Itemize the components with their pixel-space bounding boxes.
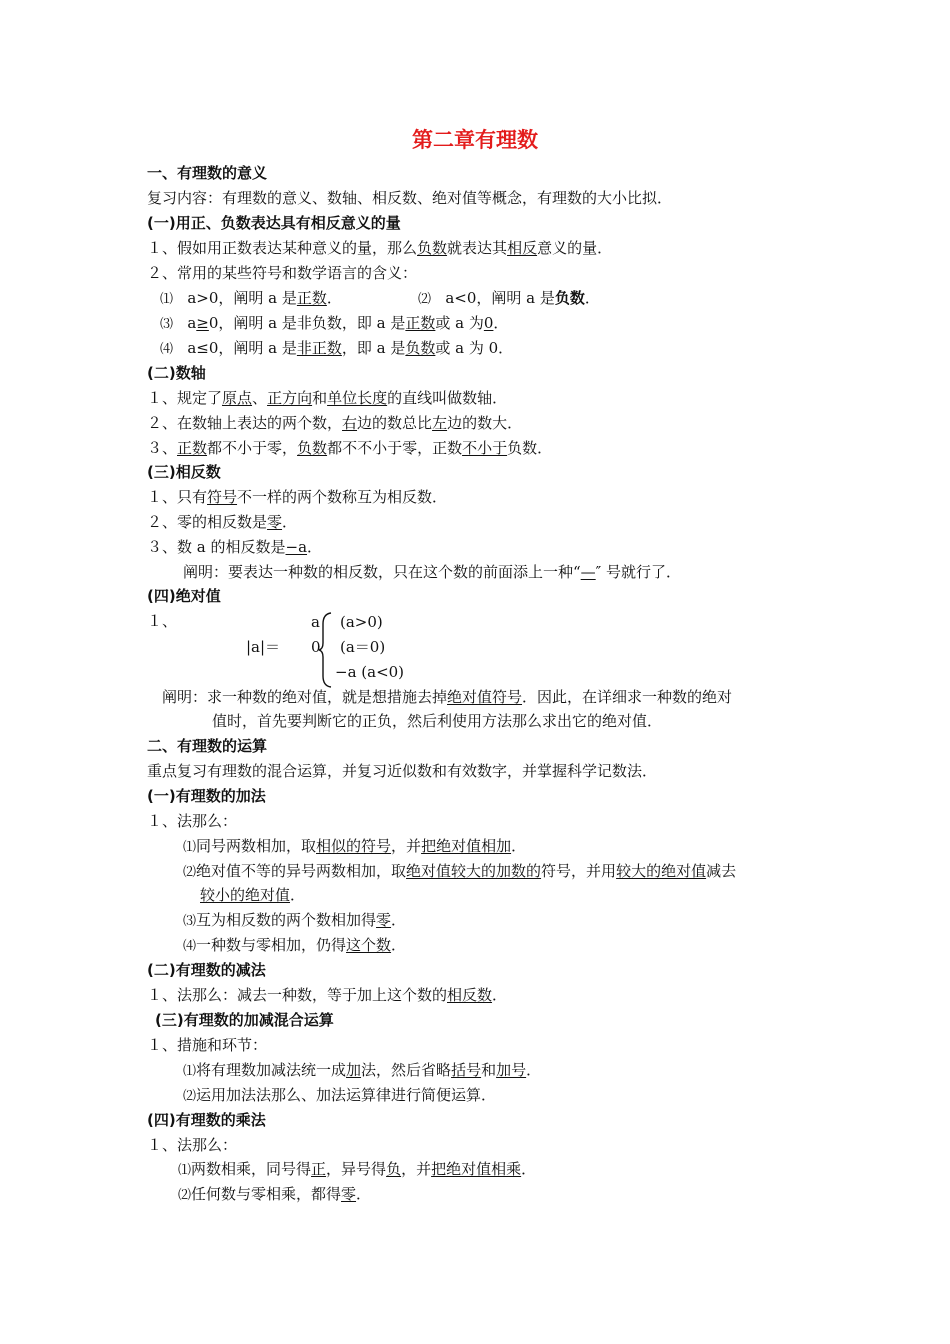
rule-item: ⑴两数相乘，同号得正，异号得负，并把绝对值相乘． xyxy=(178,1160,537,1178)
list-item: ⑵ a<0，阐明 a 是负数． xyxy=(418,289,600,307)
list-item: １、法那么：减去一种数，等于加上这个数的相反数． xyxy=(147,986,508,1004)
note: 阐明：要表达一种数的相反数，只在这个数的前面添上一种“—″ 号就行了． xyxy=(183,563,682,581)
abs-case1-condition: (a>0) xyxy=(340,613,383,631)
list-item: １、法那么： xyxy=(147,1136,238,1154)
abs-case2-value: 0 xyxy=(311,638,321,656)
subsection-heading-absolute-value: (四)绝对值 xyxy=(147,587,221,605)
list-item: １、只有符号不一样的两个数称互为相反数． xyxy=(147,488,448,506)
list-item: ２、在数轴上表达的两个数，右边的数总比左边的数大． xyxy=(147,414,523,432)
abs-case1-value: a xyxy=(311,613,320,631)
rule-item-continued: 较小的绝对值． xyxy=(200,886,306,904)
list-item: １、法那么： xyxy=(147,812,238,830)
rule-item: ⑴同号两数相加，取相似的符号，并把绝对值相加． xyxy=(183,837,527,855)
list-item: ２、零的相反数是零． xyxy=(147,513,298,531)
rule-item: ⑵任何数与零相乘，都得零． xyxy=(178,1185,372,1203)
list-item: ⑷ a≤0，阐明 a 是非正数，即 a 是负数或 a 为 0． xyxy=(160,339,514,357)
page-title: 第二章有理数 xyxy=(412,128,538,152)
abs-case3: −a (a<0) xyxy=(335,663,405,681)
subsection-heading-opposite-numbers: (三)相反数 xyxy=(147,463,221,481)
list-item: １、措施和环节： xyxy=(147,1036,268,1054)
list-item: ２、常用的某些符号和数学语言的含义： xyxy=(147,264,418,282)
rule-item: ⑵绝对值不等的异号两数相加，取绝对值较大的加数的符号，并用较大的绝对值减去 xyxy=(183,862,737,880)
list-item: ⑶ a≥0，阐明 a 是非负数，即 a 是正数或 a 为0． xyxy=(160,314,509,332)
note-continued: 值时，首先要判断它的正负，然后利使用方法那么求出它的绝对值． xyxy=(212,712,663,730)
list-item: １、规定了原点、正方向和单位长度的直线叫做数轴． xyxy=(147,389,508,407)
subsection-heading-subtraction: (二)有理数的减法 xyxy=(147,961,266,979)
subsection-heading-multiplication: (四)有理数的乘法 xyxy=(147,1111,266,1129)
list-item-number: １、 xyxy=(147,612,178,630)
section-heading-meaning: 一、有理数的意义 xyxy=(147,164,268,182)
subsection-heading-mixed: (三)有理数的加减混合运算 xyxy=(155,1011,334,1029)
list-item: １、假如用正数表达某种意义的量，那么负数就表达其相反意义的量． xyxy=(147,239,613,257)
review-content: 复习内容：有理数的意义、数轴、相反数、绝对值等概念，有理数的大小比拟． xyxy=(147,189,673,207)
rule-item: ⑶互为相反数的两个数相加得零． xyxy=(183,911,407,929)
list-item: ３、正数都不小于零，负数都不不小于零，正数不小于负数． xyxy=(147,439,553,457)
abs-formula-lhs: |a|＝ xyxy=(246,638,281,656)
rule-item: ⑴将有理数加减法统一成加法，然后省略括号和加号． xyxy=(183,1061,542,1079)
abs-case2-condition: (a＝0) xyxy=(340,638,386,656)
note: 阐明：求一种数的绝对值，就是想措施去掉绝对值符号．因此，在详细求一种数的绝对 xyxy=(162,688,733,706)
rule-item: ⑵运用加法法那么、加法运算律进行简便运算． xyxy=(183,1086,497,1104)
list-item: ３、数 a 的相反数是−a． xyxy=(147,538,323,556)
subsection-heading-number-line: (二)数轴 xyxy=(147,364,206,382)
rule-item: ⑷一种数与零相加，仍得这个数． xyxy=(183,936,407,954)
brace-icon xyxy=(318,612,334,688)
subsection-heading-opposite-quantities: (一)用正、负数表达具有相反意义的量 xyxy=(147,214,401,232)
section-intro: 重点复习有理数的混合运算，并复习近似数和有效数字，并掌握科学记数法． xyxy=(147,762,658,780)
list-item: ⑴ a>0，阐明 a 是正数． xyxy=(160,289,342,307)
section-heading-operations: 二、有理数的运算 xyxy=(147,737,268,755)
subsection-heading-addition: (一)有理数的加法 xyxy=(147,787,266,805)
